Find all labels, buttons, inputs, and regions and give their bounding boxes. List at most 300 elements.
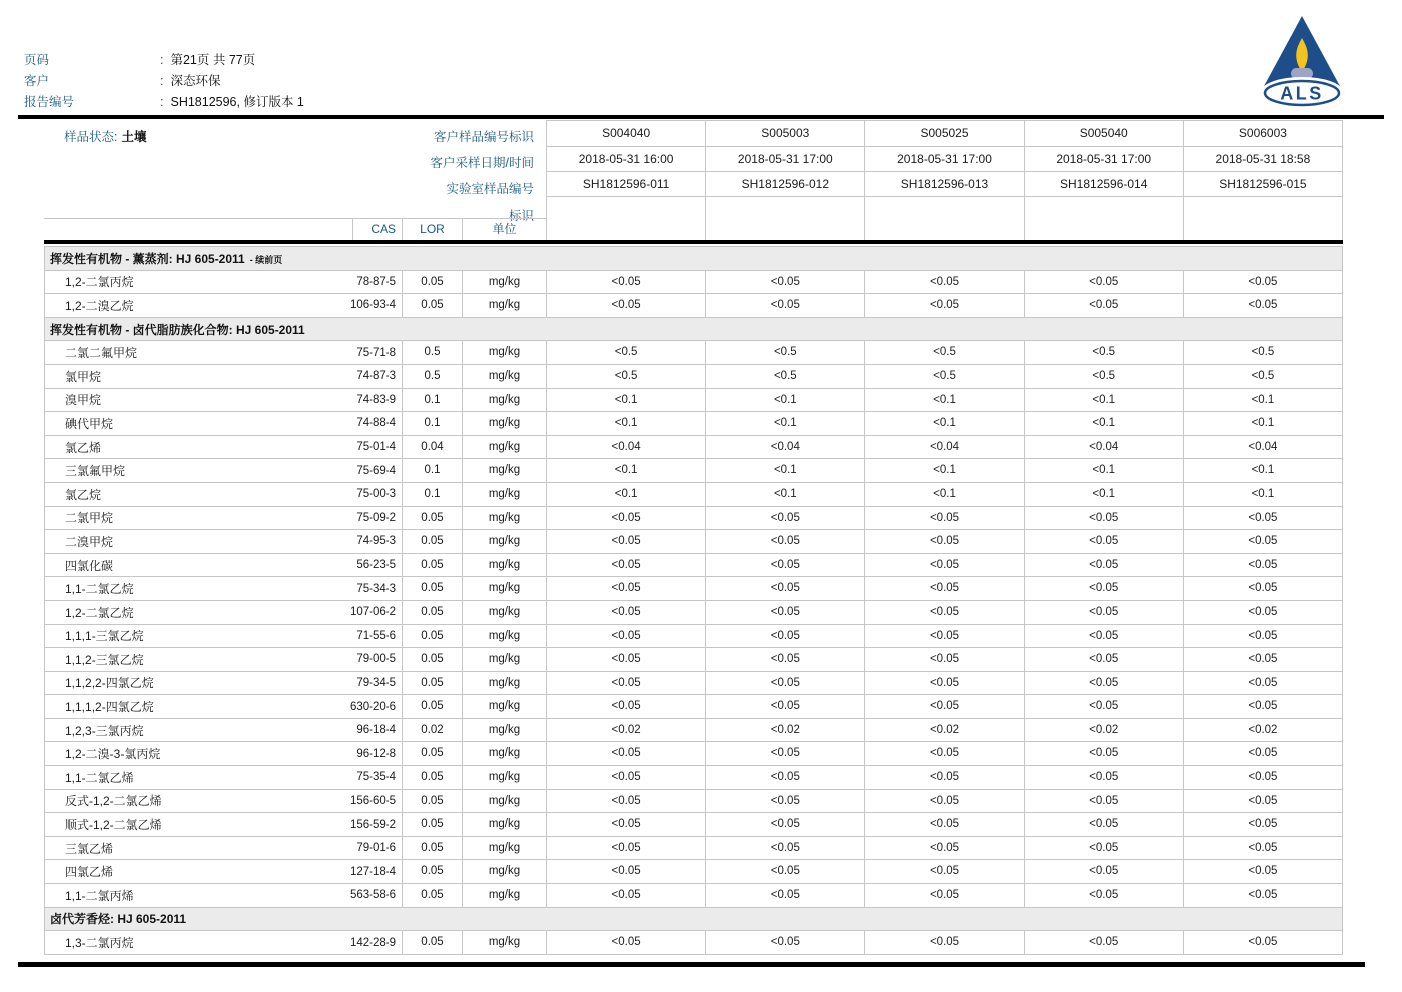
- cas-number: 78-87-5: [356, 275, 396, 288]
- result-value: <0.05: [1248, 818, 1278, 831]
- meta-value: SH1812596, 修订版本 1: [170, 95, 304, 109]
- cas-number: 74-88-4: [356, 417, 396, 430]
- analyte-name-cell: [45, 530, 403, 553]
- column-label-lab-sample-id-wrap: 标识: [508, 209, 534, 223]
- result-value: <0.02: [547, 719, 706, 742]
- unit-value: mg/kg: [463, 860, 547, 883]
- result-value: <0.05: [547, 625, 706, 648]
- result-value: <0.02: [1025, 719, 1184, 742]
- result-value: <0.05: [547, 742, 706, 765]
- result-value: <0.04: [865, 436, 1024, 459]
- cas-number: 74-95-3: [356, 535, 396, 548]
- lor-value: 0.02: [403, 719, 463, 742]
- meta-row-report-no: [24, 92, 304, 113]
- unit-value: mg/kg: [463, 389, 547, 412]
- analyte-row: [45, 389, 1342, 413]
- analyte-name-cell: [45, 389, 403, 412]
- result-value: <0.04: [1025, 436, 1184, 459]
- section-header: [45, 247, 1342, 271]
- lor-value: 0.05: [403, 625, 463, 648]
- result-value: <0.05: [706, 766, 865, 789]
- lor-value: 0.1: [403, 459, 463, 482]
- result-value: <0.05: [1025, 813, 1184, 836]
- lor-value: 0.05: [403, 577, 463, 600]
- analyte-name-cell: [45, 719, 403, 742]
- result-value: <0.05: [1248, 653, 1278, 666]
- result-value: <0.1: [547, 459, 706, 482]
- result-value: <0.05: [865, 837, 1024, 860]
- analyte-name: 氯乙烯: [65, 440, 102, 455]
- column-label-client-sample-id: 客户样品编号标识: [433, 130, 534, 144]
- result-value: <0.05: [547, 884, 706, 907]
- result-value: <0.05: [706, 271, 865, 294]
- cas-number: 56-23-5: [356, 559, 396, 572]
- sample-datetime: 2018-05-31 17:00: [706, 147, 864, 172]
- analyte-name-cell: [45, 837, 403, 860]
- analyte-name-cell: [45, 436, 403, 459]
- result-value: <0.05: [1248, 747, 1278, 760]
- analyte-row: [45, 577, 1342, 601]
- unit-value: mg/kg: [463, 577, 547, 600]
- result-value: <0.05: [1025, 766, 1184, 789]
- analyte-name-cell: [45, 271, 403, 294]
- sample-column: [705, 120, 864, 240]
- analyte-row: [45, 695, 1342, 719]
- analyte-name-cell: [45, 365, 403, 388]
- result-value: <0.05: [706, 554, 865, 577]
- lor-value: 0.04: [403, 436, 463, 459]
- header-divider: [18, 115, 1384, 119]
- unit-value: mg/kg: [463, 766, 547, 789]
- analyte-name: 1,1-二氯乙烯: [65, 770, 134, 785]
- unit-value: mg/kg: [463, 884, 547, 907]
- meta-row-page: [24, 50, 304, 71]
- result-value: <0.05: [1025, 530, 1184, 553]
- analyte-row: [45, 271, 1342, 295]
- als-logo-icon: [1252, 14, 1352, 110]
- result-value: <0.05: [547, 860, 706, 883]
- sample-state-value: 土壤: [121, 130, 147, 144]
- result-value: <0.1: [706, 459, 865, 482]
- result-value: <0.1: [865, 483, 1024, 506]
- cas-number: 563-58-6: [349, 889, 396, 902]
- result-value: <0.05: [1025, 860, 1184, 883]
- section-continued-note: - 续前页: [249, 254, 283, 265]
- meta-colon: :: [160, 53, 164, 67]
- result-value: <0.05: [865, 931, 1024, 954]
- result-value: <0.05: [706, 790, 865, 813]
- unit-header: 单位: [462, 219, 546, 240]
- analyte-name-cell: [45, 459, 403, 482]
- result-value: <0.05: [547, 648, 706, 671]
- result-value: <0.05: [1025, 742, 1184, 765]
- result-value: <0.02: [1248, 723, 1278, 736]
- section-title: 挥发性有机物 - 薰蒸剂: HJ 605-2011: [50, 251, 245, 266]
- unit-value: mg/kg: [463, 813, 547, 836]
- lor-value: 0.05: [403, 271, 463, 294]
- cas-number: 107-06-2: [349, 606, 396, 619]
- analyte-name: 四氯化碳: [65, 558, 114, 573]
- result-value: <0.05: [706, 672, 865, 695]
- cas-number: 74-83-9: [356, 393, 396, 406]
- table-header-divider: [44, 240, 1343, 244]
- analyte-name: 1,3-二氯丙烷: [65, 936, 134, 951]
- analyte-name-cell: [45, 601, 403, 624]
- result-value: <0.1: [706, 389, 865, 412]
- analyte-name-cell: [45, 884, 403, 907]
- result-value: <0.05: [706, 294, 865, 317]
- analyte-name: 1,2-二溴乙烷: [65, 298, 134, 313]
- sample-spacer: [706, 197, 864, 240]
- result-value: <0.05: [1025, 625, 1184, 648]
- result-value: <0.05: [1248, 700, 1278, 713]
- result-value: <0.05: [1248, 794, 1278, 807]
- lor-value: 0.05: [403, 294, 463, 317]
- cas-number: 75-00-3: [356, 488, 396, 501]
- result-value: <0.05: [1025, 790, 1184, 813]
- result-value: <0.05: [1248, 605, 1278, 618]
- analyte-name: 1,2-二溴-3-氯丙烷: [65, 747, 161, 762]
- cas-number: 79-00-5: [356, 653, 396, 666]
- cas-number: 96-18-4: [356, 724, 396, 737]
- result-value: <0.04: [706, 436, 865, 459]
- table-header: [44, 120, 1343, 240]
- result-value: <0.02: [706, 719, 865, 742]
- cas-number: 75-34-3: [356, 582, 396, 595]
- result-value: <0.04: [1248, 440, 1278, 453]
- unit-value: mg/kg: [463, 625, 547, 648]
- analyte-name-cell: [45, 412, 403, 435]
- analyte-row: [45, 742, 1342, 766]
- analyte-name: 三氯氟甲烷: [65, 464, 126, 479]
- result-value: <0.05: [865, 790, 1024, 813]
- analyte-name-cell: [45, 648, 403, 671]
- analyte-name: 1,1-二氯丙烯: [65, 888, 134, 903]
- lor-value: 0.05: [403, 837, 463, 860]
- analyte-name: 1,2-二氯丙烷: [65, 275, 134, 290]
- unit-value: mg/kg: [463, 271, 547, 294]
- analyte-name: 1,2,3-三氯丙烷: [65, 723, 144, 738]
- cas-number: 75-01-4: [356, 441, 396, 454]
- cas-number: 75-71-8: [356, 346, 396, 359]
- lor-value: 0.05: [403, 766, 463, 789]
- result-value: <0.05: [1025, 884, 1184, 907]
- unit-value: mg/kg: [463, 412, 547, 435]
- result-value: <0.05: [706, 530, 865, 553]
- result-value: <0.5: [547, 365, 706, 388]
- result-value: <0.1: [1251, 487, 1275, 500]
- result-value: <0.5: [1251, 346, 1275, 359]
- analyte-row: [45, 648, 1342, 672]
- result-value: <0.05: [1025, 648, 1184, 671]
- lor-header: LOR: [402, 219, 462, 240]
- sample-id: S006003: [1184, 121, 1342, 147]
- sample-state: [64, 127, 147, 145]
- cas-number: 79-34-5: [356, 676, 396, 689]
- sample-datetime: 2018-05-31 17:00: [865, 147, 1023, 172]
- analyte-name-cell: [45, 860, 403, 883]
- sample-column: [1183, 120, 1342, 240]
- section-header: [45, 908, 1342, 932]
- result-value: <0.05: [1248, 771, 1278, 784]
- result-value: <0.1: [1025, 389, 1184, 412]
- cas-header: CAS: [352, 219, 402, 240]
- cas-number: 127-18-4: [349, 865, 396, 878]
- result-value: <0.05: [1248, 582, 1278, 595]
- result-value: <0.1: [1251, 393, 1275, 406]
- table-header-left: [44, 120, 546, 240]
- analyte-name: 顺式-1,2-二氯乙烯: [65, 818, 162, 833]
- analyte-name: 三氯乙烯: [65, 841, 114, 856]
- result-value: <0.05: [1025, 577, 1184, 600]
- result-value: <0.1: [1025, 459, 1184, 482]
- lor-value: 0.05: [403, 790, 463, 813]
- analyte-row: [45, 884, 1342, 908]
- cas-number: 75-35-4: [356, 771, 396, 784]
- analyte-row: [45, 530, 1342, 554]
- analyte-name-cell: [45, 813, 403, 836]
- result-value: <0.05: [865, 648, 1024, 671]
- column-label-lab-sample-id: 实验室样品编号: [446, 182, 534, 196]
- result-value: <0.1: [1251, 464, 1275, 477]
- result-value: <0.05: [706, 601, 865, 624]
- analyte-row: [45, 294, 1342, 318]
- analyte-name-cell: [45, 483, 403, 506]
- lor-value: 0.05: [403, 507, 463, 530]
- result-value: <0.05: [865, 860, 1024, 883]
- unit-value: mg/kg: [463, 507, 547, 530]
- lab-sample-id: SH1812596-011: [547, 172, 705, 197]
- analyte-name-cell: [45, 341, 403, 364]
- unit-value: mg/kg: [463, 294, 547, 317]
- unit-value: mg/kg: [463, 648, 547, 671]
- result-value: <0.05: [1248, 865, 1278, 878]
- lor-value: 0.1: [403, 389, 463, 412]
- lor-value: 0.05: [403, 672, 463, 695]
- lor-value: 0.05: [403, 530, 463, 553]
- result-value: <0.5: [1025, 341, 1184, 364]
- result-value: <0.05: [865, 813, 1024, 836]
- meta-label: 报告编号: [24, 95, 75, 109]
- analyte-name: 1,1-二氯乙烷: [65, 582, 134, 597]
- result-value: <0.05: [865, 271, 1024, 294]
- analyte-name: 氯甲烷: [65, 369, 102, 384]
- result-value: <0.05: [1248, 676, 1278, 689]
- analyte-name-cell: [45, 294, 403, 317]
- result-value: <0.05: [706, 931, 865, 954]
- unit-value: mg/kg: [463, 483, 547, 506]
- sample-column: [1024, 120, 1183, 240]
- logo-text: ALS: [1280, 83, 1324, 104]
- analyte-name: 1,1,2,2-四氯乙烷: [65, 676, 154, 691]
- cas-number: 142-28-9: [349, 936, 396, 949]
- analyte-row: [45, 837, 1342, 861]
- result-value: <0.1: [865, 412, 1024, 435]
- analyte-name: 反式-1,2-二氯乙烯: [65, 794, 162, 809]
- analyte-name-cell: [45, 766, 403, 789]
- cas-number: 79-01-6: [356, 842, 396, 855]
- result-value: <0.05: [706, 648, 865, 671]
- result-value: <0.05: [706, 577, 865, 600]
- result-value: <0.5: [865, 365, 1024, 388]
- result-value: <0.05: [1248, 535, 1278, 548]
- result-value: <0.05: [706, 813, 865, 836]
- analyte-name: 氯乙烷: [65, 487, 102, 502]
- result-value: <0.05: [1025, 837, 1184, 860]
- analyte-rows: [44, 246, 1343, 955]
- sample-column: [546, 120, 705, 240]
- analyte-name-cell: [45, 790, 403, 813]
- unit-value: mg/kg: [463, 530, 547, 553]
- unit-value: mg/kg: [463, 341, 547, 364]
- unit-value: mg/kg: [463, 719, 547, 742]
- result-value: <0.04: [547, 436, 706, 459]
- result-value: <0.05: [1025, 507, 1184, 530]
- analyte-columns-header: [44, 218, 546, 240]
- report-meta: [24, 50, 304, 113]
- result-value: <0.05: [547, 931, 706, 954]
- analyte-row: [45, 554, 1342, 578]
- result-value: <0.05: [865, 695, 1024, 718]
- result-value: <0.05: [1248, 558, 1278, 571]
- cas-number: 156-60-5: [349, 794, 396, 807]
- lor-value: 0.05: [403, 648, 463, 671]
- lor-value: 0.05: [403, 742, 463, 765]
- lor-value: 0.05: [403, 931, 463, 954]
- result-value: <0.05: [865, 625, 1024, 648]
- result-value: <0.05: [706, 625, 865, 648]
- result-value: <0.05: [547, 672, 706, 695]
- meta-value: 深态环保: [170, 74, 221, 88]
- unit-value: mg/kg: [463, 931, 547, 954]
- unit-value: mg/kg: [463, 837, 547, 860]
- cas-number: 75-09-2: [356, 511, 396, 524]
- analyte-row: [45, 601, 1342, 625]
- cas-number: 75-69-4: [356, 464, 396, 477]
- analyte-row: [45, 341, 1342, 365]
- analyte-row: [45, 483, 1342, 507]
- section-title: 卤代芳香烃: HJ 605-2011: [50, 912, 187, 927]
- results-table: [44, 120, 1343, 967]
- sample-spacer: [1025, 197, 1183, 240]
- result-value: <0.5: [547, 341, 706, 364]
- result-value: <0.05: [1248, 889, 1278, 902]
- meta-row-client: [24, 71, 304, 92]
- result-value: <0.05: [1248, 936, 1278, 949]
- lor-value: 0.5: [403, 365, 463, 388]
- analyte-row: [45, 625, 1342, 649]
- result-value: <0.1: [1025, 412, 1184, 435]
- analyte-row: [45, 365, 1342, 389]
- analyte-name: 碘代甲烷: [65, 416, 114, 431]
- analyte-row: [45, 719, 1342, 743]
- result-value: <0.05: [547, 601, 706, 624]
- result-value: <0.1: [547, 412, 706, 435]
- result-value: <0.05: [865, 742, 1024, 765]
- result-value: <0.1: [1025, 483, 1184, 506]
- result-value: <0.05: [706, 837, 865, 860]
- analyte-name-cell: [45, 672, 403, 695]
- result-value: <0.1: [706, 483, 865, 506]
- result-value: <0.05: [706, 860, 865, 883]
- result-value: <0.1: [706, 412, 865, 435]
- result-value: <0.05: [1025, 931, 1184, 954]
- result-value: <0.05: [865, 294, 1024, 317]
- analyte-row: [45, 790, 1342, 814]
- unit-value: mg/kg: [463, 459, 547, 482]
- result-value: <0.05: [865, 884, 1024, 907]
- lor-value: 0.05: [403, 860, 463, 883]
- analyte-name: 1,1,1-三氯乙烷: [65, 629, 144, 644]
- cas-number: 630-20-6: [349, 700, 396, 713]
- lab-sample-id: SH1812596-013: [865, 172, 1023, 197]
- unit-value: mg/kg: [463, 742, 547, 765]
- analyte-name-cell: [45, 507, 403, 530]
- result-value: <0.05: [865, 766, 1024, 789]
- unit-value: mg/kg: [463, 554, 547, 577]
- result-value: <0.05: [547, 813, 706, 836]
- result-value: <0.05: [865, 530, 1024, 553]
- analyte-name-cell: [45, 554, 403, 577]
- result-value: <0.05: [1248, 629, 1278, 642]
- result-value: <0.05: [706, 884, 865, 907]
- result-value: <0.05: [1248, 299, 1278, 312]
- result-value: <0.5: [706, 365, 865, 388]
- header-spacer: [44, 219, 352, 240]
- result-value: <0.05: [865, 507, 1024, 530]
- analyte-row: [45, 459, 1342, 483]
- lor-value: 0.5: [403, 341, 463, 364]
- unit-value: mg/kg: [463, 436, 547, 459]
- analyte-row: [45, 860, 1342, 884]
- sample-datetime: 2018-05-31 18:58: [1184, 147, 1342, 172]
- result-value: <0.05: [706, 507, 865, 530]
- unit-value: mg/kg: [463, 695, 547, 718]
- result-value: <0.05: [1025, 554, 1184, 577]
- analyte-row: [45, 931, 1342, 955]
- analyte-row: [45, 813, 1342, 837]
- result-value: <0.05: [1025, 672, 1184, 695]
- result-value: <0.1: [547, 389, 706, 412]
- lor-value: 0.05: [403, 554, 463, 577]
- result-value: <0.05: [547, 837, 706, 860]
- lor-value: 0.05: [403, 813, 463, 836]
- lor-value: 0.1: [403, 412, 463, 435]
- lab-sample-id: SH1812596-012: [706, 172, 864, 197]
- sample-datetime: 2018-05-31 16:00: [547, 147, 705, 172]
- sample-columns-header: [546, 120, 1343, 240]
- lor-value: 0.05: [403, 601, 463, 624]
- result-value: <0.05: [1025, 695, 1184, 718]
- result-value: <0.05: [547, 554, 706, 577]
- sample-column: [864, 120, 1023, 240]
- result-value: <0.05: [547, 507, 706, 530]
- sample-id: S005003: [706, 121, 864, 147]
- analyte-name: 1,2-二氯乙烷: [65, 605, 134, 620]
- result-value: <0.05: [1025, 271, 1184, 294]
- section-title: 挥发性有机物 - 卤代脂肪族化合物: HJ 605-2011: [50, 322, 305, 337]
- cas-number: 156-59-2: [349, 818, 396, 831]
- lor-value: 0.1: [403, 483, 463, 506]
- page-bottom-rule: [18, 962, 1365, 967]
- cas-number: 106-93-4: [349, 299, 396, 312]
- result-value: <0.5: [706, 341, 865, 364]
- result-value: <0.5: [1251, 369, 1275, 382]
- analyte-row: [45, 507, 1342, 531]
- analyte-name: 二溴甲烷: [65, 534, 114, 549]
- result-value: <0.05: [547, 530, 706, 553]
- section-header: [45, 318, 1342, 342]
